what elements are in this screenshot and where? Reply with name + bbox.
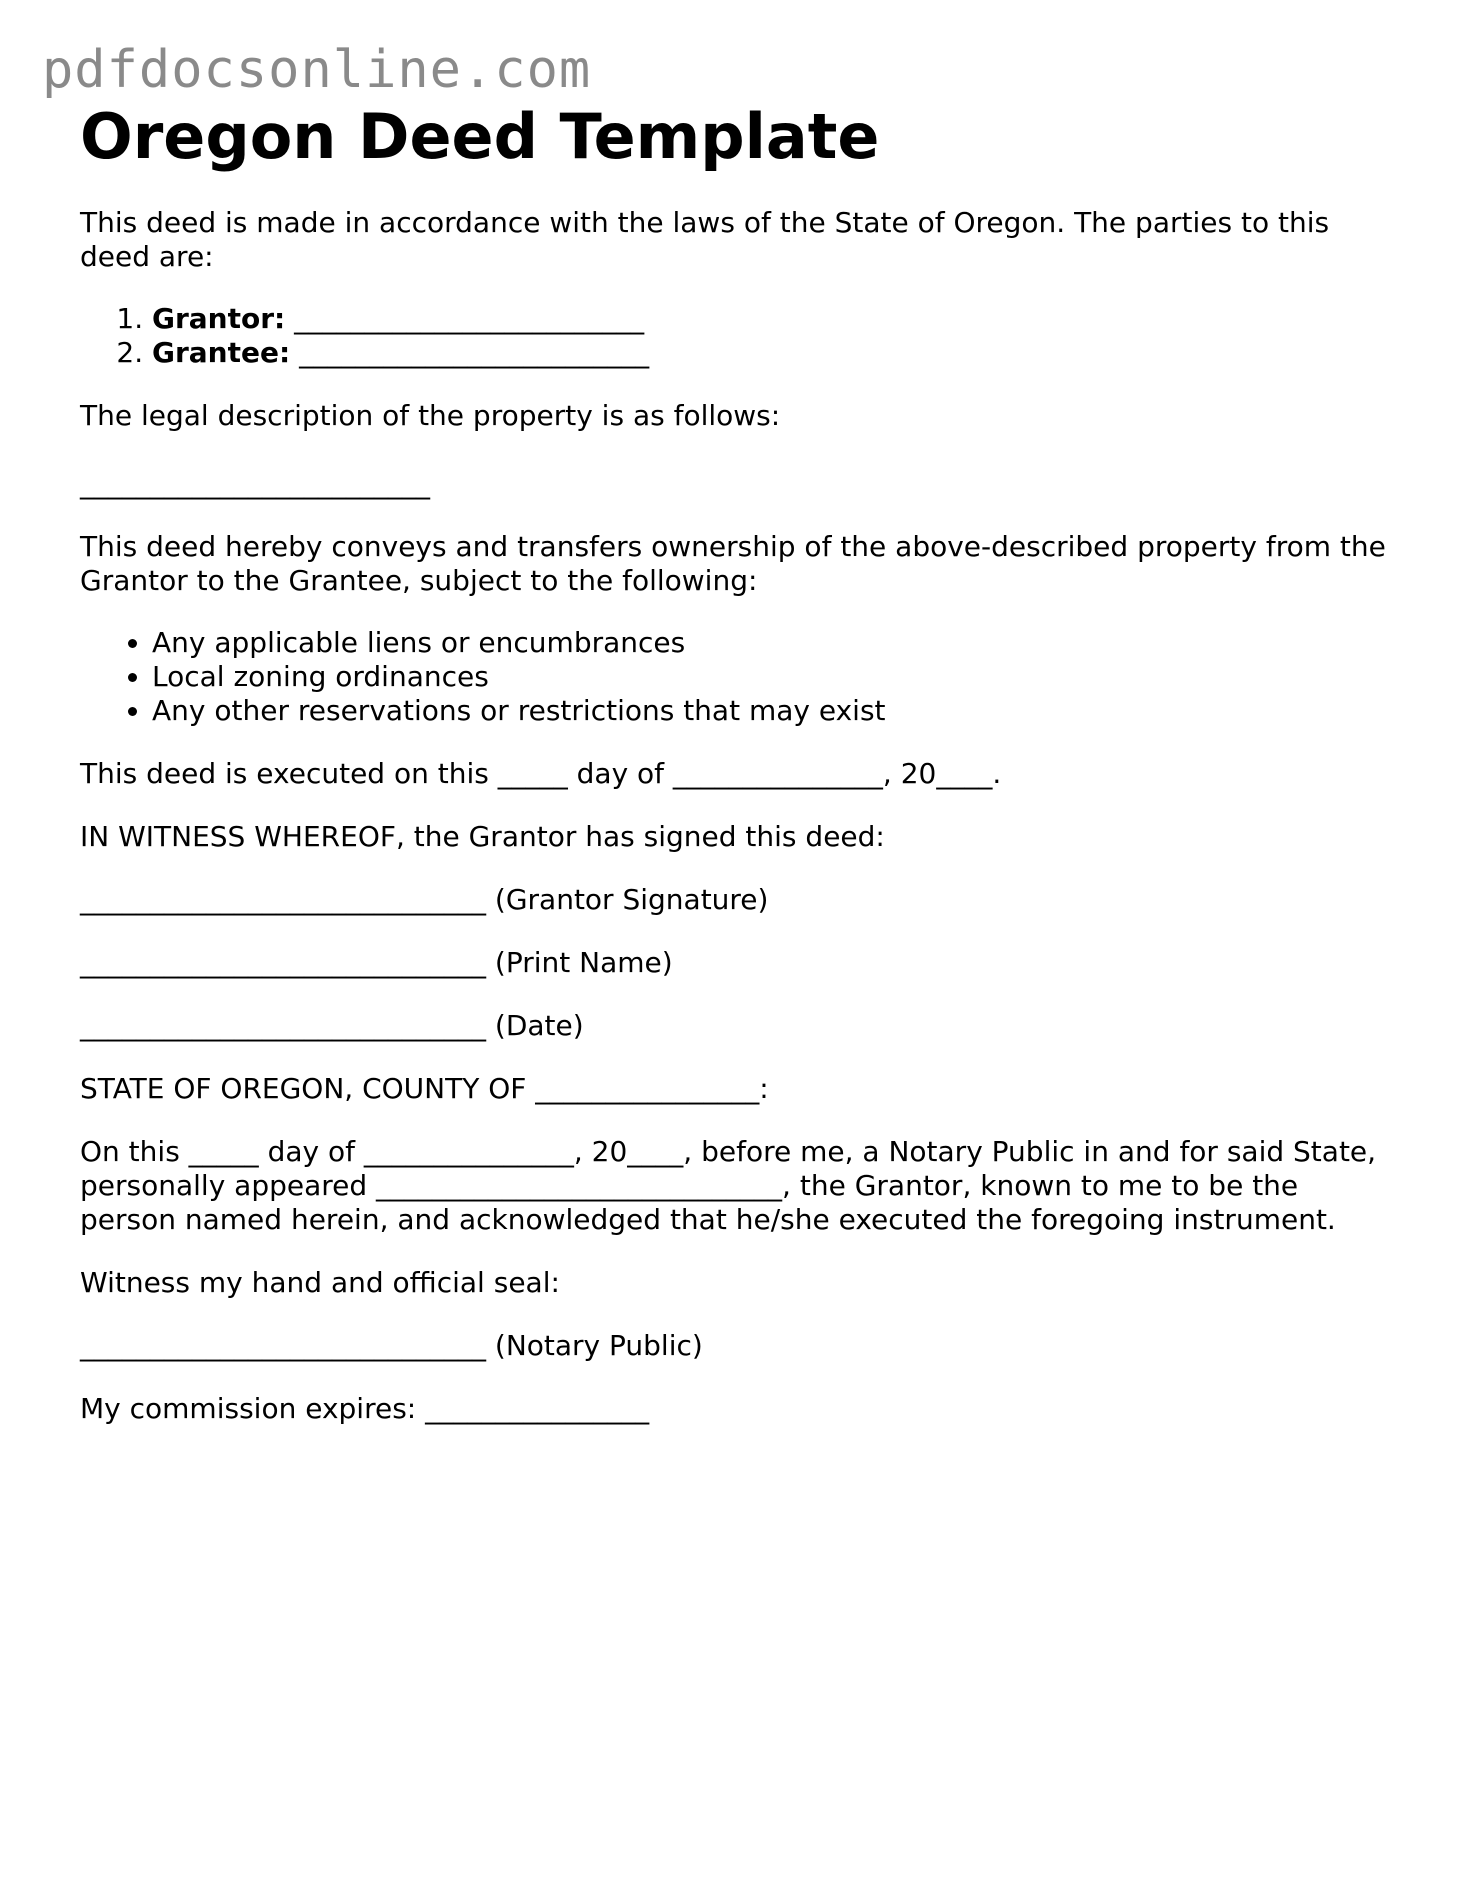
conditions-list <box>80 626 1400 728</box>
commission-expires-line: My commission expires: ________________ <box>80 1392 650 1425</box>
print-name-line: _____________________________ (Print Name) <box>80 946 673 979</box>
list-item: • Any other reservations or restrictions that may exist <box>152 694 1400 728</box>
notary-paragraph: On this _____ day of _______________, 20____, before me, a Notary Public in and for said State, personally appeared _____________________________, the Grantor, known to me to be the person named herein, and acknowledged that he/she executed the foregoing instrument. <box>80 1135 1377 1236</box>
legal-description-blank: _________________________ <box>80 467 430 500</box>
watermark: pdfdocsonline.com <box>42 40 592 100</box>
page-title: Oregon Deed Template <box>80 100 880 173</box>
list-item <box>152 302 1400 336</box>
date-line: _____________________________ (Date) <box>80 1009 584 1042</box>
execution-date-line: This deed is executed on this _____ day of _______________, 20____. <box>80 757 1002 790</box>
parties-list <box>80 302 1400 370</box>
intro-paragraph: This deed is made in accordance with the laws of the State of Oregon. The parties to this deed are: <box>80 206 1330 273</box>
party-label: Grantee: <box>152 336 291 369</box>
list-item <box>152 336 1400 370</box>
party-blank: _________________________ <box>285 302 645 335</box>
witness-whereof: IN WITNESS WHEREOF, the Grantor has signed this deed: <box>80 820 885 853</box>
list-item: • Any applicable liens or encumbrances <box>152 626 1400 660</box>
witness-seal-line: Witness my hand and official seal: <box>80 1266 560 1299</box>
party-blank: _________________________ <box>290 336 650 369</box>
document <box>80 100 1400 1426</box>
conveyance-paragraph: This deed hereby conveys and transfers ownership of the above-described property from the Grantor to the Grantee, subject to the following: <box>80 530 1386 597</box>
notary-signature-line: _____________________________ (Notary Public) <box>80 1329 703 1362</box>
party-label: Grantor: <box>152 302 286 335</box>
grantor-signature-line: _____________________________ (Grantor Signature) <box>80 883 769 916</box>
state-county-line: STATE OF OREGON, COUNTY OF ________________: <box>80 1072 769 1105</box>
list-item: • Local zoning ordinances <box>152 660 1400 694</box>
legal-description-intro: The legal description of the property is as follows: <box>80 399 781 432</box>
